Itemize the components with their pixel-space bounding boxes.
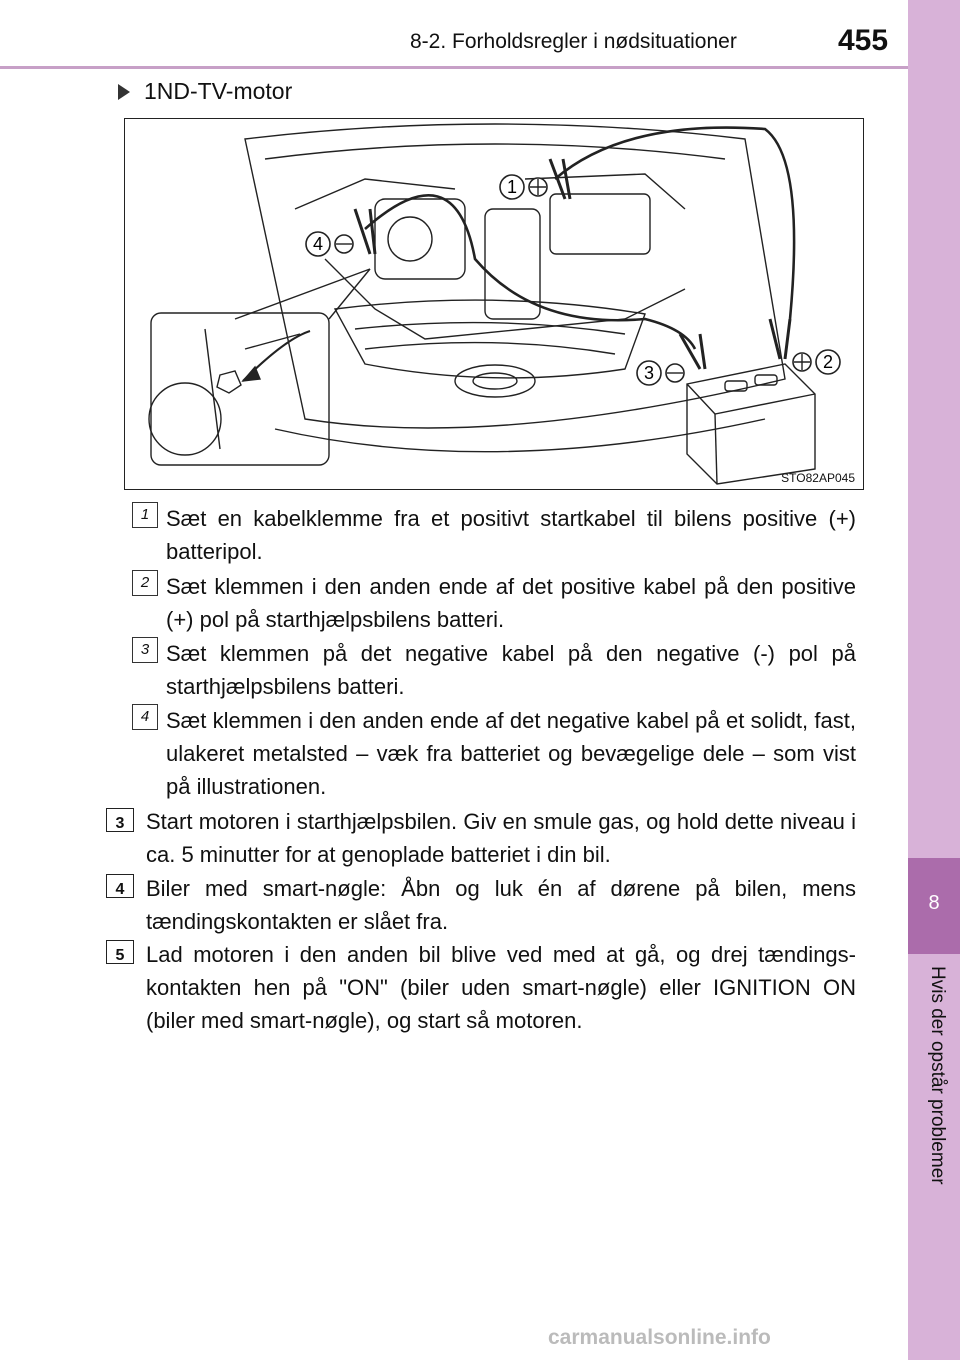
jump-start-illustration (124, 118, 864, 490)
booster-battery (687, 364, 815, 484)
subheading-text: 1ND-TV-motor (144, 78, 293, 104)
step-text: Biler med smart-nøgle: Åbn og luk én af dørene på bilen, mens tændingskontakten er slået fra. (146, 876, 856, 934)
callout-1 (500, 175, 547, 199)
sub-step-number: 4 (132, 704, 158, 730)
arrow-bullet-icon (118, 84, 130, 100)
step-text: Start motoren i starthjælpsbilen. Giv en smule gas, og hold dette niveau i ca. 5 minutter for at genoplade batteriet i din bil. (146, 809, 856, 867)
chapter-number: 8 (928, 892, 940, 914)
subheading (118, 78, 292, 105)
sub-step-text: Sæt klemmen på det negative kabel på den negative (-) pol på starthjælpsbilens batteri. (166, 641, 856, 699)
callout-3 (637, 361, 684, 385)
chapter-title: Hvis der opstår problemer (927, 966, 948, 1185)
battery-box (550, 194, 650, 254)
step-text: Lad motoren i den anden bil blive ved med at gå, og drej tændings-kontakten hen på "ON" (biler uden smart-nøgle) eller IGNITION ON (biler med smart-nøgle), og start så motoren. (146, 942, 856, 1033)
page-number: 455 (838, 24, 889, 57)
callout-4 (306, 232, 353, 256)
sub-step-text: Sæt en kabelklemme fra et positivt startkabel til bilens positive (+) batteripol. (166, 506, 856, 564)
callout-1-label: 1 (506, 177, 518, 197)
positive-cable (555, 128, 794, 319)
step-number: 5 (106, 940, 134, 964)
callout-3-label: 3 (643, 363, 655, 383)
watermark: carmanualsonline.info (548, 1326, 771, 1349)
engine-bay-drawing (125, 119, 863, 489)
figure-code: STO82AP045 (781, 471, 855, 485)
header-rule (0, 66, 908, 69)
callout-4-label: 4 (312, 234, 324, 254)
step-number: 3 (106, 808, 134, 832)
sub-step-number: 1 (132, 502, 158, 528)
negative-cable (365, 195, 695, 349)
section-title: 8-2. Forholdsregler i nødsituationer (410, 30, 737, 53)
step-number: 4 (106, 874, 134, 898)
sub-step-text: Sæt klemmen i den anden ende af det negative kabel på et solidt, fast, ulakeret metalsted – væk fra batteriet og bevægelige dele – som vist på illustrationen. (166, 708, 856, 799)
sub-step-number: 2 (132, 570, 158, 596)
sub-step-text: Sæt klemmen i den anden ende af det positive kabel på den positive (+) pol på starthjælpsbilens batteri. (166, 574, 856, 632)
hood-outline (245, 124, 785, 428)
callout-2 (793, 350, 840, 374)
callout-2-label: 2 (822, 352, 834, 372)
inset-detail-box (151, 313, 329, 465)
ground-bolt (217, 371, 241, 393)
emblem (455, 365, 535, 397)
radiator-grille (335, 300, 645, 378)
sub-step-number: 3 (132, 637, 158, 663)
